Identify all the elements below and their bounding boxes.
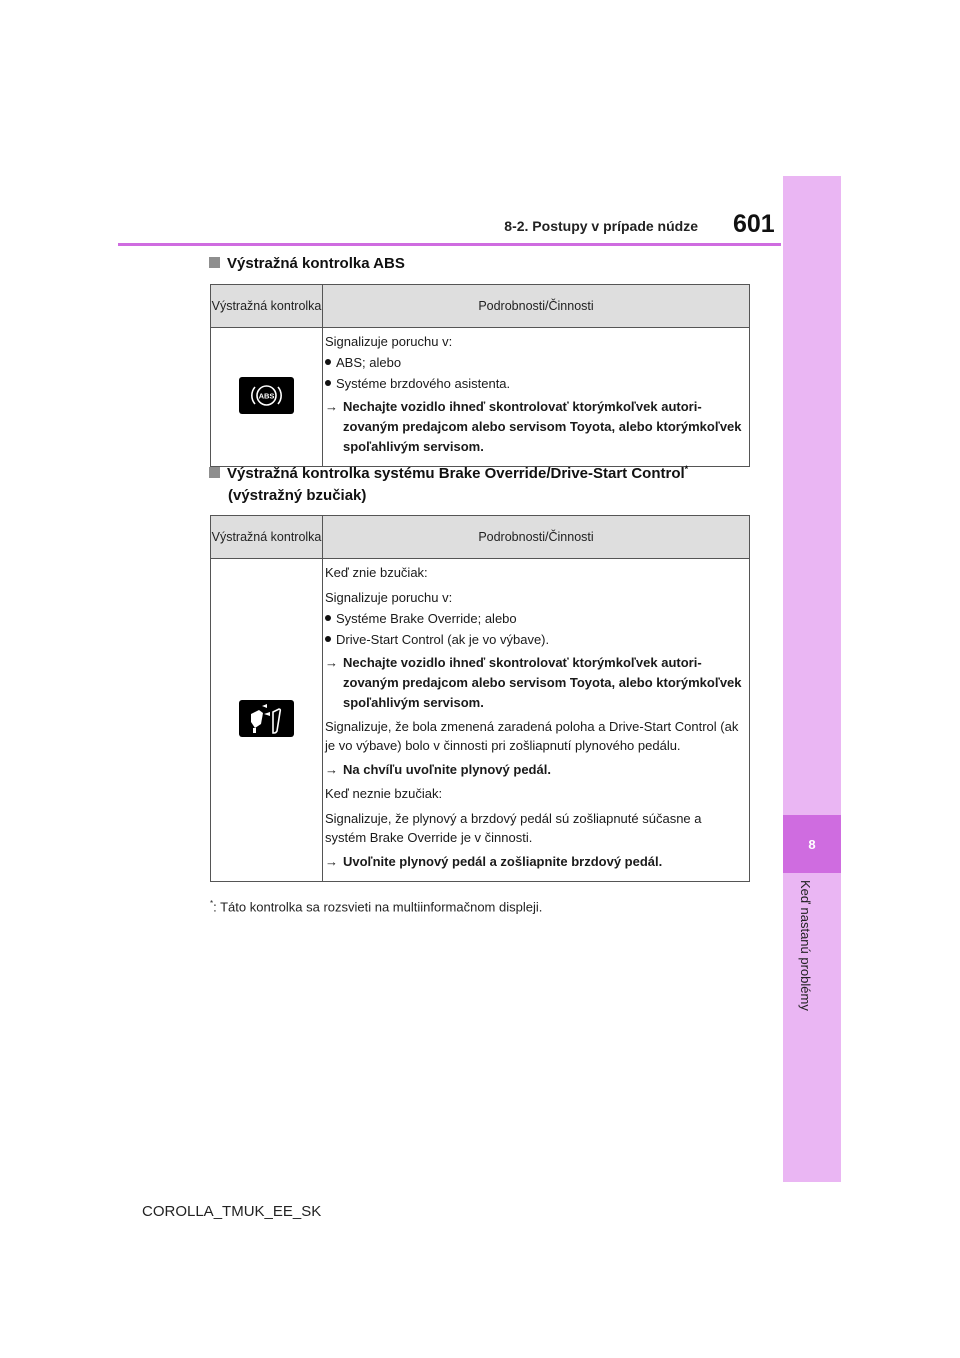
col-header-light: Výstražná kontrolka [211,285,323,328]
icon-cell [211,559,323,882]
abs-warning-table [210,284,750,467]
action-line: → Na chvíľu uvoľnite plynový pedál. [325,760,745,780]
chapter-number: 8 [808,836,816,852]
square-bullet-icon [209,467,220,478]
bullet-icon [325,359,331,365]
bullet-icon [325,615,331,621]
footnote [210,899,542,914]
details-intro: Signalizuje poruchu v: [325,590,453,605]
icon-cell [211,328,323,467]
list-item: Drive-Start Control (ak je vo výbave). [325,630,745,649]
section-heading-abs [209,255,405,272]
section-heading-text: Výstražná kontrolka systému Brake Override/Drive-Start Control [227,465,685,482]
brake-override-warning-table [210,515,750,882]
header-rule [118,243,781,246]
action-line: → Nechajte vozidlo ihneď skontrolovať ktorýmkoľvek autorizovaným predajcom alebo servisom Toyota, alebo ktorýmkoľvek spoľahlivým servisom. [325,653,745,713]
arrow-icon: → [325,854,338,869]
col-header-details: Podrobnosti/Činnosti [323,516,750,559]
arrow-icon: → [325,655,338,670]
section-heading-line2: (výstražný bzučiak) [228,487,367,504]
action-line: → Nechajte vozidlo ihneď skontrolovať ktorýmkoľvek autorizovaným predajcom alebo servisom Toyota, alebo ktorýmkoľvek spoľahlivým servisom. [325,397,745,457]
list-item: Systéme Brake Override; alebo [325,609,745,628]
details-paragraph: Signalizuje, že plynový a brzdový pedál sú zošliapnuté súčasne a systém Brake Override je v činnosti. [325,811,702,845]
arrow-icon: → [325,399,338,414]
chapter-title-vertical [798,880,828,1040]
bullet-icon [325,380,331,386]
page-number: 601 [733,210,775,238]
list-item: ABS; alebo [325,353,745,372]
section-heading-text: Výstražná kontrolka ABS [227,255,405,272]
footnote-text: : Táto kontrolka sa rozsvieti na multiinformačnom displeji. [213,899,543,915]
header-section-title: 8-2. Postupy v prípade núdze [504,218,698,234]
table-row [211,328,750,467]
chapter-number-box [783,815,841,873]
footnote-marker: * [210,899,214,908]
section-heading-brake-override [209,464,688,482]
buzzer-on-label: Keď znie bzučiak: [325,565,428,580]
details-intro: Signalizuje poruchu v: [325,334,453,349]
bullet-icon [325,636,331,642]
buzzer-off-label: Keď neznie bzučiak: [325,786,443,801]
list-item: Systéme brzdového asistenta. [325,374,745,393]
square-bullet-icon [209,257,220,268]
document-code: COROLLA_TMUK_EE_SK [142,1203,322,1220]
pedal-warning-icon [239,700,294,737]
details-paragraph: Signalizuje, že bola zmenená zaradená poloha a Drive-Start Control (ak je vo výbave) bolo v činnosti pri zošliapnutí plynového pedálu. [325,719,739,753]
col-header-light: Výstražná kontrolka [211,516,323,559]
abs-warning-icon [239,377,294,414]
table-header-row [211,285,750,328]
chapter-title: Keď nastanú problémy [798,880,813,1011]
arrow-icon: → [325,762,338,777]
footnote-marker: * [684,464,689,474]
table-row [211,559,750,882]
table-header-row [211,516,750,559]
details-cell [323,328,750,467]
action-line: → Uvoľnite plynový pedál a zošliapnite brzdový pedál. [325,852,745,872]
svg-text:ABS: ABS [258,391,275,401]
col-header-details: Podrobnosti/Činnosti [323,285,750,328]
details-cell [323,559,750,882]
